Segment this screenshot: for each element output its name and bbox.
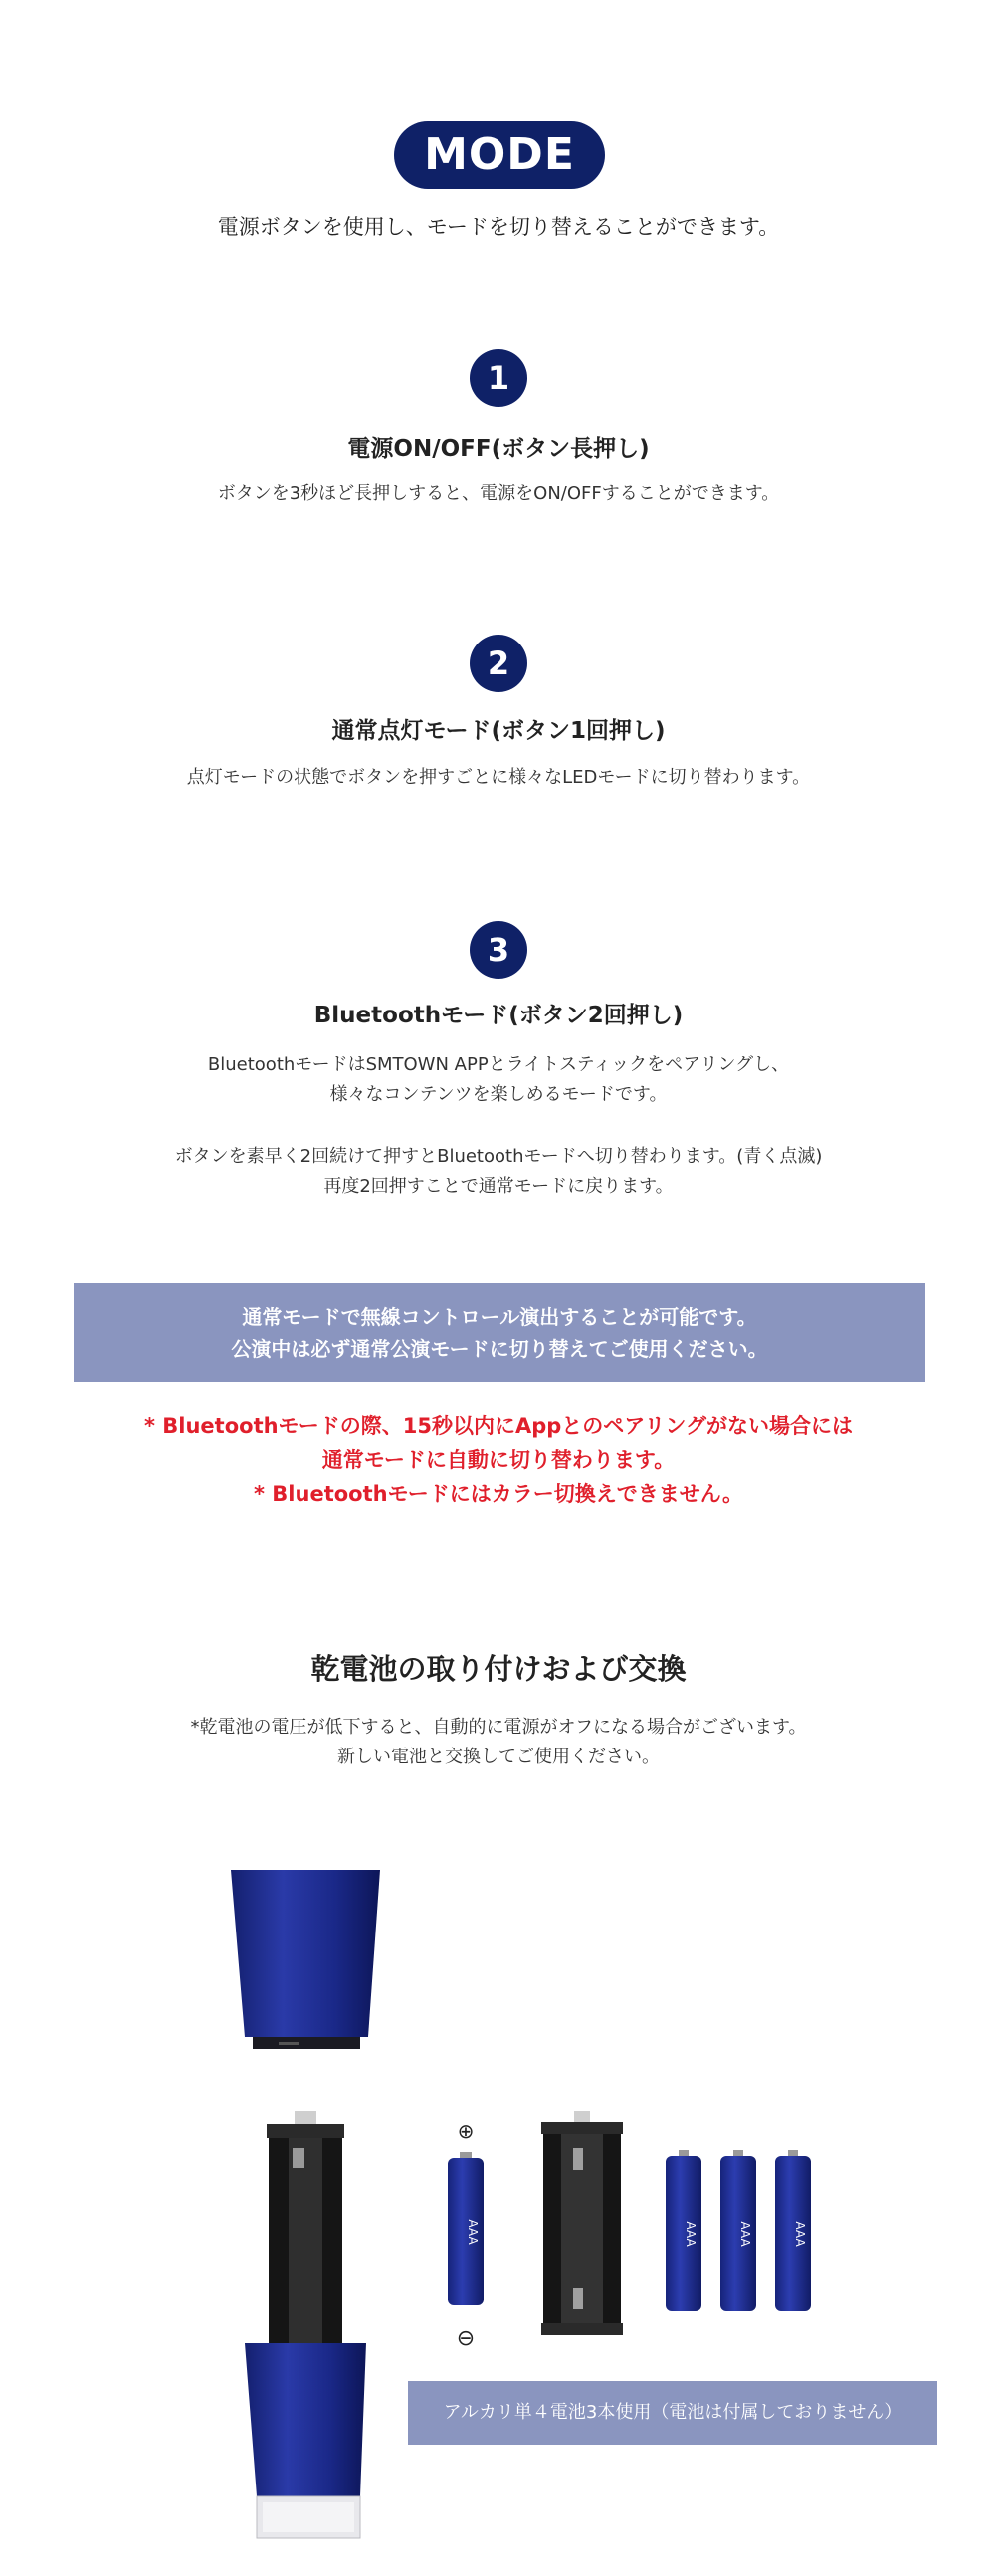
warning-line-1: * Bluetoothモードの際、15秒以内にAppとのペアリングがない場合には <box>143 1414 853 1438</box>
lightstick-top-cap <box>231 1870 380 2049</box>
battery-3 <box>775 2150 811 2311</box>
step-2-description: 点灯モードの状態でボタンを押すごとに様々なLEDモードに切り替わります。 <box>186 767 811 788</box>
step-3-description-line-1: BluetoothモードはSMTOWN APPとライトスティックをペアリングし、 <box>207 1054 790 1075</box>
battery-holder <box>541 2111 623 2335</box>
plus-icon: ⊕ <box>457 2119 475 2143</box>
notice-line-2: 公演中は必ず通常公演モードに切り替えてご使用ください。 <box>231 1337 768 1361</box>
step-2-number: 2 <box>470 635 527 692</box>
wireless-notice-box <box>74 1283 925 1382</box>
warning-line-2: 通常モードに自動に切り替わります。 <box>321 1448 676 1472</box>
battery-2 <box>720 2150 756 2311</box>
battery-aaa-label: AAA <box>466 2219 480 2245</box>
warning-line-3: * Bluetoothモードにはカラー切換えできません。 <box>254 1482 743 1506</box>
step-1-title: 電源ON/OFF(ボタン長押し) <box>347 436 650 461</box>
step-1-number: 1 <box>470 349 527 407</box>
battery-1 <box>666 2150 701 2311</box>
battery-2-label: AAA <box>738 2221 752 2247</box>
battery-with-polarity <box>448 2119 484 2351</box>
step-2-title: 通常点灯モード(ボタン1回押し) <box>331 718 666 744</box>
battery-installation-illustration <box>0 1850 997 2576</box>
minus-icon: ⊖ <box>456 2326 476 2351</box>
step-3-description-line-3: ボタンを素早く2回続けて押すとBluetoothモードへ切り替わります。(青く点滅) <box>174 1146 823 1167</box>
three-aaa-batteries <box>666 2150 811 2311</box>
step-3-description-line-4: 再度2回押すことで通常モードに戻ります。 <box>323 1176 674 1196</box>
step-3-title: Bluetoothモード(ボタン2回押し) <box>313 1003 684 1028</box>
battery-section-title: 乾電池の取り付けおよび交換 <box>310 1652 687 1686</box>
battery-3-label: AAA <box>793 2221 807 2247</box>
battery-1-label: AAA <box>684 2221 698 2247</box>
step-1-description: ボタンを3秒ほど長押しすると、電源をON/OFFすることができます。 <box>217 483 780 504</box>
notice-line-1: 通常モードで無線コントロール演出することが可能です。 <box>242 1305 757 1329</box>
lightstick-body <box>245 2111 366 2538</box>
step-3-description-line-2: 様々なコンテンツを楽しめるモードです。 <box>329 1084 668 1105</box>
mode-title-pill: MODE <box>394 121 605 189</box>
step-3-number: 3 <box>470 921 527 979</box>
battery-note-line-1: *乾電池の電圧が低下すると、自動的に電源がオフになる場合がございます。 <box>190 1717 807 1738</box>
battery-note-line-2: 新しい電池と交換してご使用ください。 <box>337 1747 660 1767</box>
intro-text: 電源ボタンを使用し、モードを切り替えることができます。 <box>217 215 780 239</box>
battery-caption: アルカリ単４電池3本使用（電池は付属しておりません） <box>408 2381 937 2445</box>
